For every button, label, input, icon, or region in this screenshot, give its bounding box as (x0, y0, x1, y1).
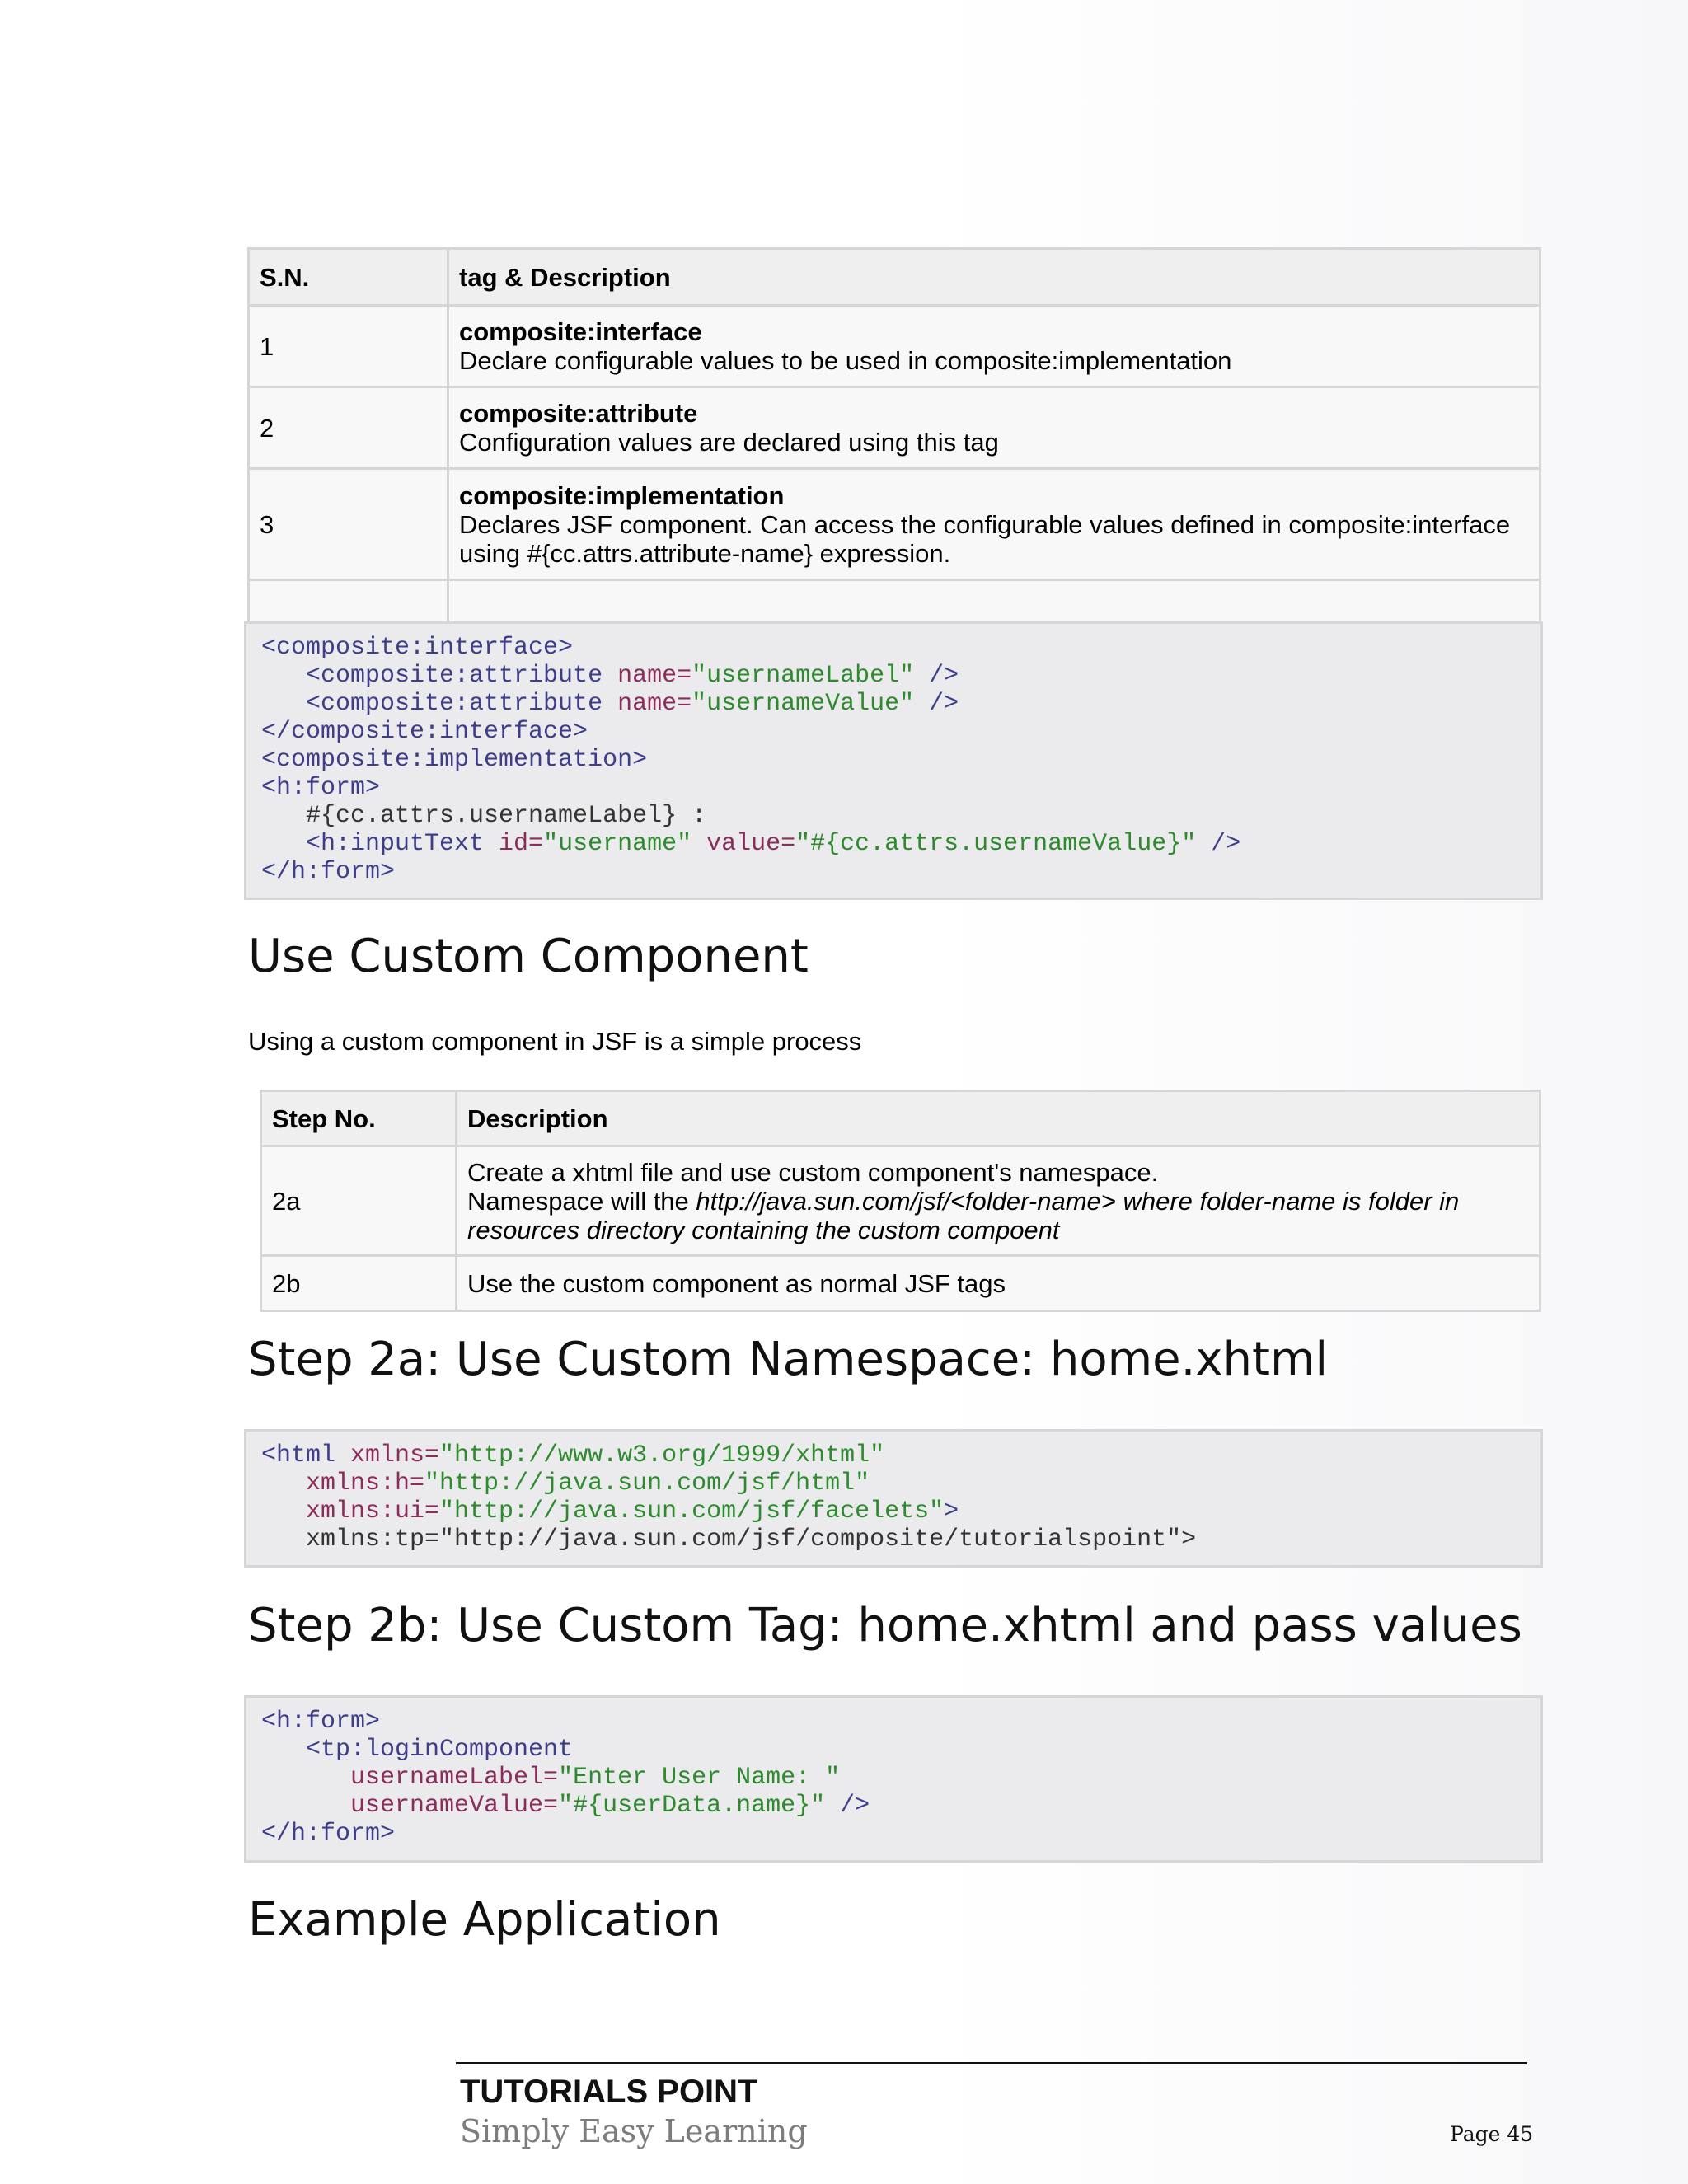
code-token: <h:form> (261, 774, 381, 802)
code-token: "Enter User Name: " (558, 1764, 841, 1792)
table-row (261, 1256, 1540, 1311)
column-header-tag-description: tag & Description (448, 249, 1540, 306)
table-row (249, 387, 1540, 469)
step-description-line (467, 1187, 1529, 1216)
code-token: value= (692, 830, 796, 858)
code-token: <h:form> (261, 1708, 381, 1736)
code-token: /> (1196, 830, 1241, 858)
code-token: usernameLabel= (261, 1764, 559, 1792)
code-token: /> (914, 690, 959, 718)
tag-name: composite:interface (459, 317, 702, 346)
column-header-step-no: Step No. (261, 1091, 457, 1146)
footer-tagline: Simply Easy Learning (460, 2113, 808, 2149)
code-token: "usernameValue" (692, 690, 915, 718)
tag-description-cell (448, 306, 1540, 387)
column-header-sn: S.N. (249, 249, 448, 306)
section-heading-step-2a: Step 2a: Use Custom Namespace: home.xhtml (248, 1333, 1329, 1386)
tag-name: composite:implementation (459, 480, 785, 510)
tag-description-cell (448, 469, 1540, 580)
steps-table (260, 1090, 1541, 1312)
code-token: id= (484, 830, 544, 858)
code-token: name= (603, 662, 692, 690)
step-description-cell: Use the custom component as normal JSF tags (457, 1256, 1540, 1311)
step-description-line: resources directory containing the custom compoent (467, 1215, 1060, 1244)
row-number: 1 (249, 306, 448, 387)
code-token: #{cc.attrs.usernameLabel} : (261, 802, 707, 830)
code-token: usernameValue= (261, 1792, 559, 1820)
code-token: </h:form> (261, 1820, 396, 1848)
table-row (249, 306, 1540, 387)
namespace-url-text: http://java.sun.com/jsf/<folder-name> where folder-name is folder in (696, 1186, 1460, 1216)
code-token: "username" (543, 830, 692, 858)
tag-description: using #{cc.attrs.attribute-name} expression. (459, 538, 951, 568)
tag-description: Declare configurable values to be used in composite:implementation (459, 346, 1232, 375)
code-block-composite-component (244, 621, 1543, 900)
step-description-text: Namespace will the (467, 1186, 696, 1216)
code-token: xmlns:ui= (261, 1497, 440, 1526)
code-token: "usernameLabel" (692, 662, 915, 690)
code-token: /> (914, 662, 959, 690)
section-heading-step-2b: Step 2b: Use Custom Tag: home.xhtml and pass values (248, 1599, 1522, 1652)
code-token: <h:inputText (261, 830, 485, 858)
code-token: xmlns:h= (261, 1469, 425, 1497)
page-number: Page 45 (1450, 2122, 1534, 2146)
composite-tags-table (247, 247, 1541, 636)
table-header-row (261, 1091, 1540, 1146)
code-token: <html (261, 1441, 336, 1469)
tag-name: composite:attribute (459, 399, 698, 428)
code-token: "http://java.sun.com/jsf/html" (424, 1469, 870, 1497)
intro-paragraph: Using a custom component in JSF is a simple process (248, 1027, 862, 1056)
table-row (249, 469, 1540, 580)
code-token: <composite:interface> (261, 634, 574, 662)
code-token: xmlns= (335, 1441, 440, 1469)
code-token: > (944, 1497, 959, 1526)
code-token: "#{userData.name}" (558, 1792, 826, 1820)
code-block-namespace (244, 1429, 1543, 1568)
footer-brand: TUTORIALS POINT (460, 2074, 758, 2110)
footer-divider (456, 2062, 1527, 2064)
step-number: 2b (261, 1256, 457, 1311)
table-header-row (249, 249, 1540, 306)
code-token: "http://www.w3.org/1999/xhtml" (439, 1441, 885, 1469)
step-number: 2a (261, 1146, 457, 1256)
code-token: </composite:interface> (261, 718, 588, 746)
tag-description: Configuration values are declared using this tag (459, 428, 999, 457)
row-number: 2 (249, 387, 448, 469)
section-heading-example-application: Example Application (248, 1893, 721, 1947)
code-token: "http://java.sun.com/jsf/facelets" (439, 1497, 945, 1526)
tag-description: Declares JSF component. Can access the configurable values defined in composite:interface (459, 509, 1511, 539)
table-row (261, 1146, 1540, 1256)
row-number: 3 (249, 469, 448, 580)
code-token: xmlns:tp="http://java.sun.com/jsf/composite/tutorialspoint"> (261, 1526, 1197, 1554)
step-description-cell (457, 1146, 1540, 1256)
code-token: </h:form> (261, 858, 396, 886)
step-description-line: Create a xhtml file and use custom component's namespace. (467, 1157, 1159, 1187)
code-token: <composite:attribute (261, 690, 603, 718)
code-token: <composite:implementation> (261, 746, 648, 774)
section-heading-use-custom-component: Use Custom Component (248, 930, 809, 983)
code-token: /> (825, 1792, 870, 1820)
code-token: <composite:attribute (261, 662, 603, 690)
code-block-custom-tag (244, 1695, 1543, 1863)
code-token: name= (603, 690, 692, 718)
column-header-description: Description (457, 1091, 1540, 1146)
tag-description-cell (448, 387, 1540, 469)
code-token: "#{cc.attrs.usernameValue}" (795, 830, 1197, 858)
code-token: <tp:loginComponent (261, 1736, 574, 1764)
